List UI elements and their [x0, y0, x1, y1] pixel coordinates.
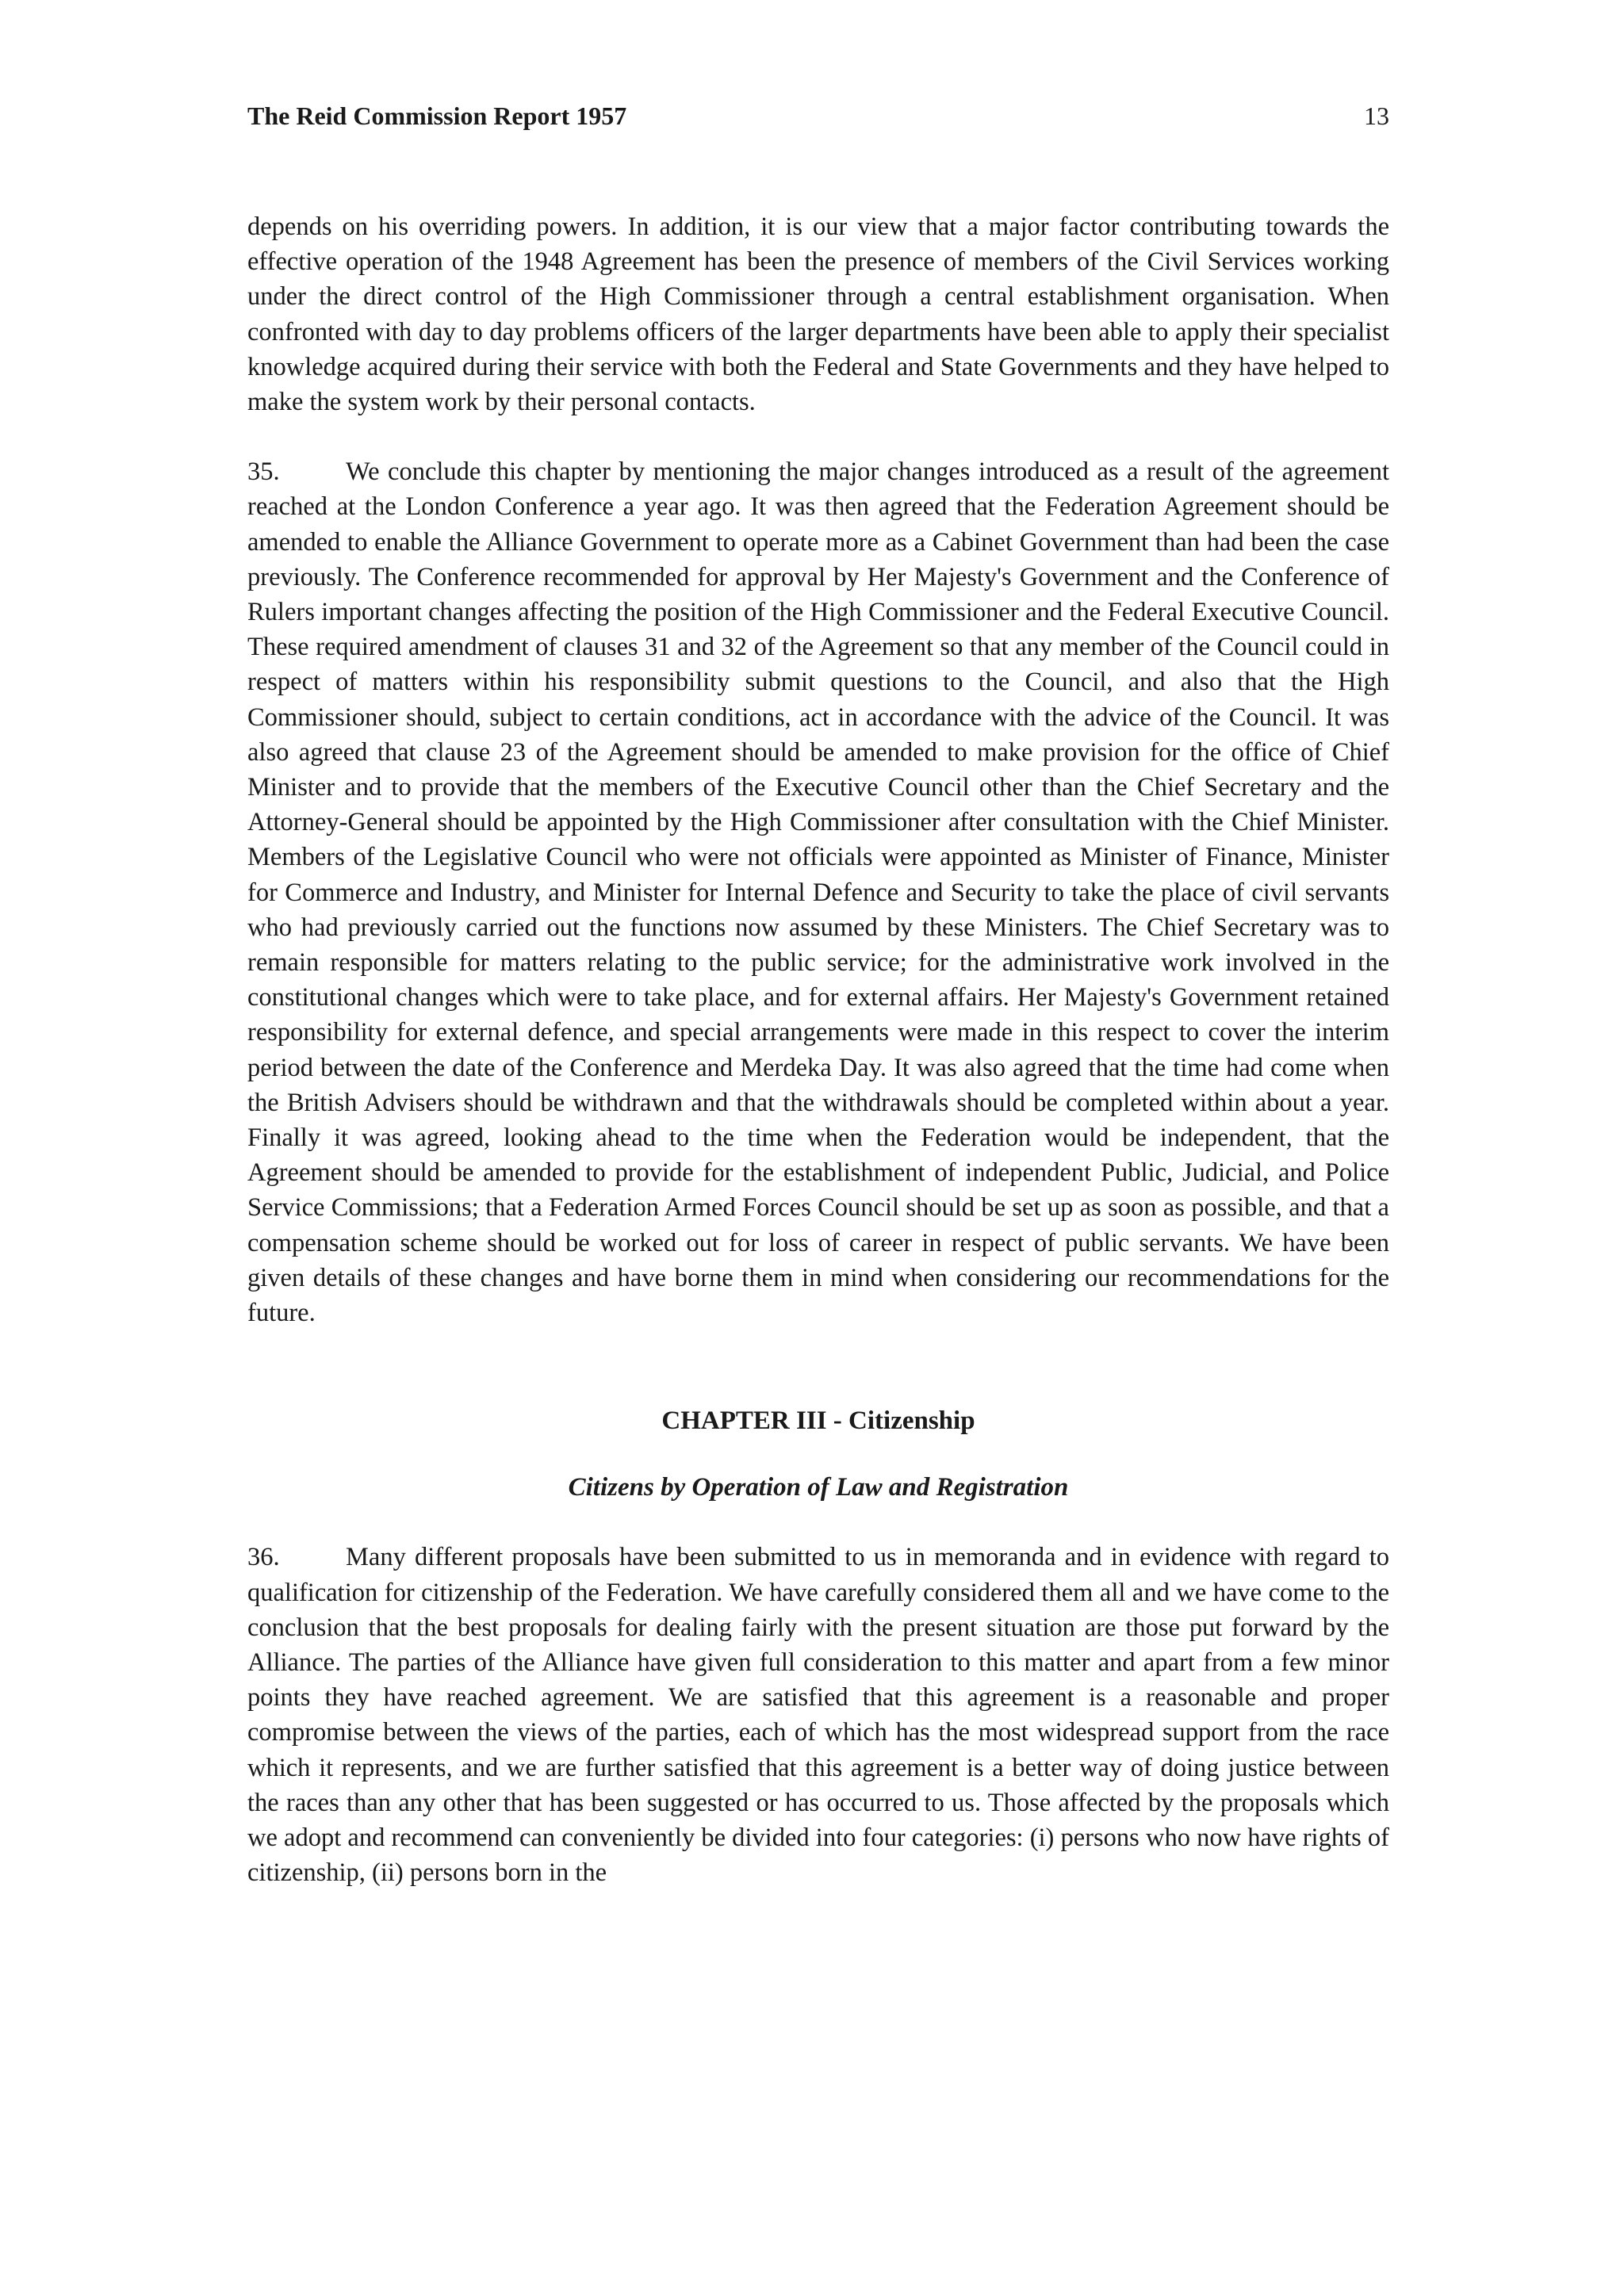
- paragraph-36: [247, 1540, 1389, 1890]
- chapter-heading: CHAPTER III - Citizenship: [661, 1406, 975, 1436]
- document-page: [247, 0, 1389, 2296]
- page-number: 13: [1364, 101, 1389, 130]
- paragraph-35: [247, 454, 1389, 1330]
- paragraph-continued: [247, 209, 1389, 419]
- paragraph-text: We conclude this chapter by mentioning the major changes introduced as a result of the agreement reached at the London Conference a year ago. It was then agreed that the Federation Agreement should be amended to enable the Alliance Government to operate more as a Cabinet Government than had been the case previously. The Conference recommended for approval by Her Majesty's Government and the Conference of Rulers important changes affecting the position of the High Commissioner and the Federal Executive Council. These required amendment of clauses 31 and 32 of the Agreement so that any member of the Council could in respect of matters within his responsibility submit questions to the Council, and also that the High Commissioner should, subject to certain conditions, act in accordance with the advice of the Council. It was also agreed that clause 23 of the Agreement should be amended to make provision for the office of Chief Minister and to provide that the members of the Executive Council other than the Chief Secretary and the Attorney-General should be appointed by the High Commissioner after consultation with the Chief Minister. Members of the Legislative Council who were not officials were appointed as Minister of Finance, Minister for Commerce and Industry, and Minister for Internal Defence and Security to take the place of civil servants who had previously carried out the functions now assumed by these Ministers. The Chief Secretary was to remain responsible for matters relating to the public service; for the administrative work involved in the constitutional changes which were to take place, and for external affairs. Her Majesty's Government retained responsibility for external defence, and special arrangements were made in this respect to cover the interim period between the date of the Conference and Merdeka Day. It was also agreed that the time had come when the British Advisers should be withdrawn and that the withdrawals should be completed within about a year. Finally it was agreed, looking ahead to the time when the Federation would be independent, that the Agreement should be amended to provide for the establishment of independent Public, Judicial, and Police Service Commissions; that a Federation Armed Forces Council should be set up as soon as possible, and that a compensation scheme should be worked out for loss of career in respect of public servants. We have been given details of these changes and have borne them in mind when considering our recommendations for the future.: [247, 457, 1389, 1328]
- document-body: [247, 209, 1389, 1890]
- paragraph-number: 36.: [247, 1543, 280, 1572]
- page-header: [247, 98, 1389, 133]
- paragraph-number: 35.: [247, 457, 280, 487]
- section-heading: Citizens by Operation of Law and Registration: [568, 1473, 1069, 1502]
- paragraph-text: depends on his overriding powers. In addition, it is our view that a major factor contributing towards the effective operation of the 1948 Agreement has been the presence of members of the Civil Services working under the direct control of the High Commissioner through a central establishment organisation. When confronted with day to day problems officers of the larger departments have been able to apply their specialist knowledge acquired during their service with both the Federal and State Governments and they have helped to make the system work by their personal contacts.: [247, 212, 1389, 417]
- header-title: The Reid Commission Report 1957: [247, 101, 627, 130]
- paragraph-text: Many different proposals have been submitted to us in memoranda and in evidence with regard to qualification for citizenship of the Federation. We have carefully considered them all and we have come to the conclusion that the best proposals for dealing fairly with the present situation are those put forward by the Alliance. The parties of the Alliance have given full consideration to this matter and apart from a few minor points they have reached agreement. We are satisfied that this agreement is a reasonable and proper compromise between the views of the parties, each of which has the most widespread support from the race which it represents, and we are further satisfied that this agreement is a better way of doing justice between the races than any other that has been suggested or has occurred to us. Those affected by the proposals which we adopt and recommend can conveniently be divided into four categories: (i) persons who now have rights of citizenship, (ii) persons born in the: [247, 1543, 1389, 1888]
